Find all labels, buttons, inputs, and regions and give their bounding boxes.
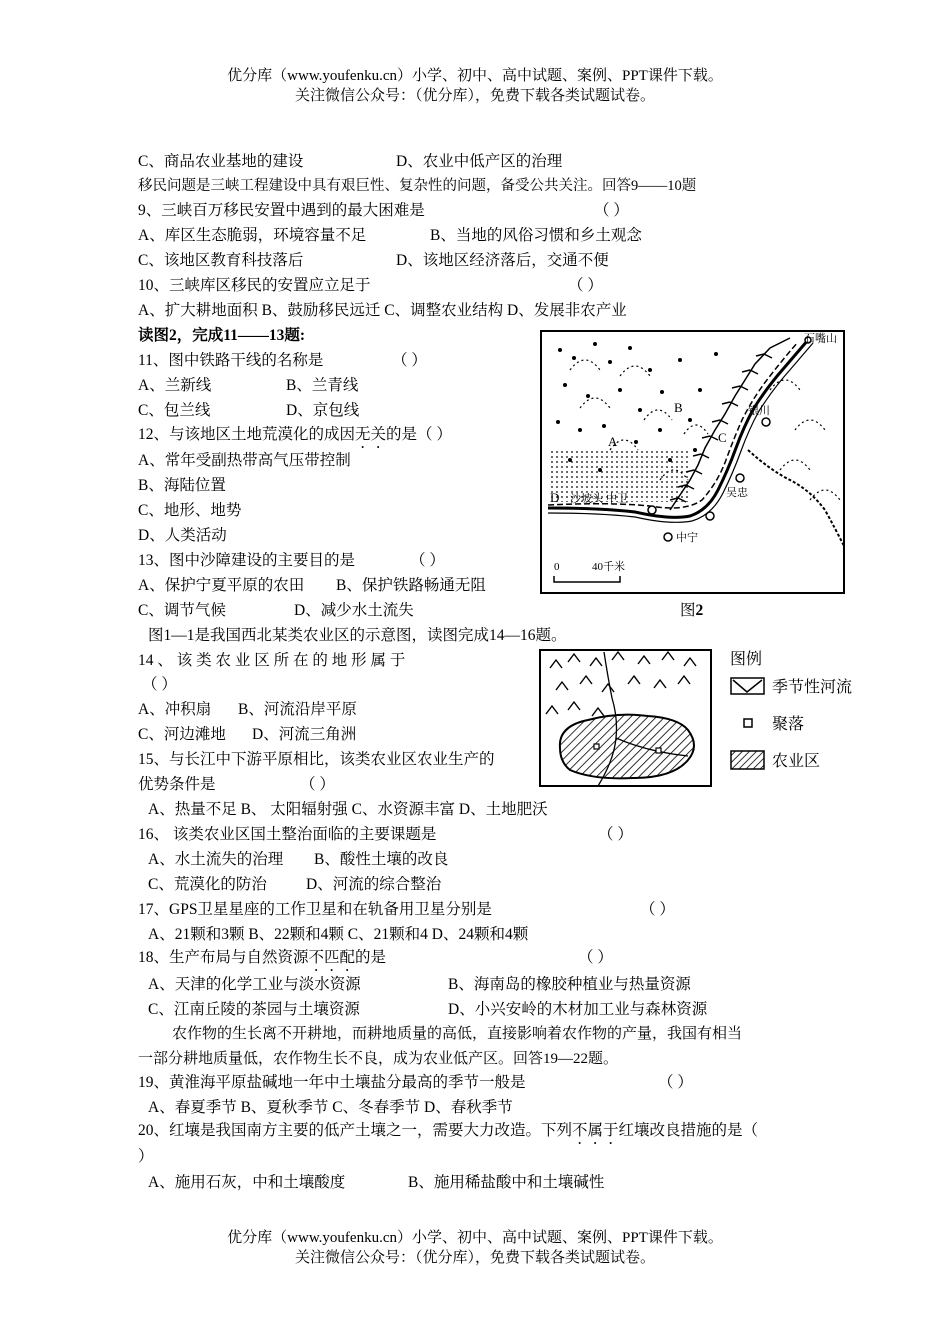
option-13d: D、减少水土流失 — [294, 602, 414, 619]
label-A: A — [608, 434, 618, 449]
page-footer-line1: 优分库（www.youfenku.cn）小学、初中、高中试题、案例、PPT课件下载。 — [227, 1230, 723, 1246]
question-18-paren: （ ） — [578, 949, 613, 966]
figure-2-caption-number: 2 — [695, 602, 704, 619]
figure-2-map — [540, 330, 845, 594]
options-19: A、春夏季节 B、夏秋季节 C、冬春季节 D、春秋季节 — [148, 1099, 513, 1116]
question-15-paren: （ ） — [300, 776, 335, 793]
scale-zero: 0 — [554, 561, 560, 573]
question-15-line2: 优势条件是 — [138, 776, 216, 793]
option-16d: D、河流的综合整治 — [306, 876, 442, 893]
legend-farm-row — [730, 748, 860, 771]
legend-farm-label: 农业区 — [772, 753, 821, 770]
option-12b: B、海陆位置 — [138, 477, 226, 494]
option-14c: C、河边滩地 — [138, 726, 226, 743]
page-footer-line2: 关注微信公众号：（优分库），免费下载各类试题试卷。 — [294, 1250, 655, 1266]
option-11c: C、包兰线 — [138, 402, 211, 419]
option-13a: A、保护宁夏平原的农田 — [138, 577, 305, 594]
question-14: 14 、 该 类 农 业 区 所 在 的 地 形 属 于 — [138, 652, 406, 669]
option-11a: A、兰新线 — [138, 377, 212, 394]
question-19: 19、黄淮海平原盐碱地一年中土壤盐分最高的季节一般是 — [138, 1074, 526, 1091]
question-16-paren: （ ） — [598, 826, 633, 843]
question-12-pre: 12、与该地区土地荒漠化的成因 — [138, 426, 356, 443]
question-18-emphasis: 不匹配 — [308, 949, 356, 966]
question-12 — [138, 424, 452, 452]
farm-area — [560, 715, 694, 779]
intro-14-16: 图1—1是我国西北某类农业区的示意图，读图完成14—16题。 — [148, 627, 567, 644]
intro-19-22-line1: 农作物的生长离不开耕地，而耕地质量的高低，直接影响着农作物的产量，我国有相当 — [172, 1026, 743, 1042]
question-13-paren: （ ） — [410, 552, 445, 569]
legend-river-row — [730, 674, 860, 697]
figure-1-1-map — [538, 648, 713, 788]
option-18c: C、江南丘陵的茶园与土壤资源 — [148, 1001, 360, 1018]
legend-settlement-label: 聚落 — [772, 716, 805, 733]
question-14-paren: （ ） — [142, 676, 177, 693]
question-17-paren: （ ） — [640, 901, 675, 918]
options-15: A、热量不足 B、 太阳辐射强 C、水资源丰富 D、土地肥沃 — [148, 801, 548, 818]
question-11: 11、图中铁路干线的名称是 — [138, 352, 324, 369]
option-11b: B、兰青线 — [286, 377, 359, 394]
question-19-paren: （ ） — [658, 1074, 693, 1091]
question-20-pre: 20、红壤是我国南方主要的低产土壤之一，需要大力改造。下列 — [138, 1122, 573, 1139]
option-13b: B、保护铁路畅通无阻 — [336, 577, 486, 594]
question-15-line1: 15、与长江中下游平原相比，该类农业区农业生产的 — [138, 751, 495, 768]
label-shizuishan: 石嘴山 — [804, 333, 837, 345]
options-17: A、21颗和3颗 B、22颗和4颗 C、21颗和4 D、24颗和4颗 — [148, 926, 529, 943]
page-header-line2: 关注微信公众号：（优分库），免费下载各类试题试卷。 — [294, 88, 655, 104]
option-12c: C、地形、地势 — [138, 502, 242, 519]
question-13: 13、图中沙障建设的主要目的是 — [138, 552, 356, 569]
question-10: 10、三峡库区移民的安置应立足于 — [138, 277, 371, 294]
question-11-paren: （ ） — [392, 352, 427, 369]
option-9b: B、当地的风俗习惯和乡土观念 — [430, 227, 642, 244]
option-8d: D、农业中低产区的治理 — [396, 153, 563, 170]
option-11d: D、京包线 — [286, 402, 360, 419]
option-18b: B、海南岛的橡胶种植业与热量资源 — [448, 976, 691, 993]
option-13c: C、调节气候 — [138, 602, 226, 619]
label-zhongning: 中宁 — [676, 532, 698, 544]
question-18-post: 的是 — [355, 949, 387, 966]
page-header-line1: 优分库（www.youfenku.cn）小学、初中、高中试题、案例、PPT课件下载。 — [227, 68, 723, 84]
label-shapotou: 沙坡头 — [570, 493, 603, 505]
label-zhongwei: 中卫 — [606, 493, 628, 505]
label-yinchuan: 银川 — [748, 405, 770, 417]
intro-9-10: 移民问题是三峡工程建设中具有艰巨性、复杂性的问题，备受公共关注。回答9——10题 — [138, 178, 697, 194]
legend-settlement-row — [730, 711, 860, 734]
option-9a: A、库区生态脆弱，环境容量不足 — [138, 227, 367, 244]
intro-19-22-line2: 一部分耕地质量低，农作物生长不良，成为农业低产区。回答19—22题。 — [138, 1051, 619, 1067]
question-20-line2: ） — [138, 1148, 154, 1165]
question-9-paren: （ ） — [594, 202, 629, 219]
legend-settlement-icon — [730, 713, 766, 733]
option-20b: B、施用稀盐酸中和土壤碱性 — [408, 1174, 605, 1191]
question-18-pre: 18、生产布局与自然资源 — [138, 949, 309, 966]
option-20a: A、施用石灰，中和土壤酸度 — [148, 1174, 346, 1191]
option-12a: A、常年受副热带高气压带控制 — [138, 452, 351, 469]
figure-2-caption — [680, 600, 703, 622]
option-12d: D、人类活动 — [138, 527, 227, 544]
label-wuzhong: 吴忠 — [726, 487, 748, 499]
legend-farm-icon — [730, 749, 766, 771]
option-18d: D、小兴安岭的木材加工业与森林资源 — [448, 1001, 708, 1018]
option-18a: A、天津的化学工业与淡水资源 — [148, 976, 361, 993]
question-9: 9、三峡百万移民安置中遇到的最大困难是 — [138, 202, 425, 219]
option-14a: A、冲积扇 — [138, 701, 212, 718]
option-9d: D、该地区经济落后，交通不便 — [396, 252, 609, 269]
option-14b: B、河流沿岸平原 — [238, 701, 357, 718]
option-8c: C、商品农业基地的建设 — [138, 153, 304, 170]
question-17: 17、GPS卫星星座的工作卫星和在轨备用卫星分别是 — [138, 901, 492, 918]
legend-title: 图例 — [730, 651, 763, 668]
label-D: D — [550, 490, 560, 505]
label-B: B — [674, 400, 683, 415]
question-20 — [138, 1120, 758, 1148]
question-10-paren: （ ） — [568, 277, 603, 294]
option-16b: B、酸性土壤的改良 — [314, 851, 449, 868]
question-12-emphasis: 无关 — [355, 426, 387, 443]
figure-2-caption-text: 图 — [680, 602, 696, 619]
read-figure-2: 读图2，完成11——13题: — [138, 327, 306, 344]
option-16a: A、水土流失的治理 — [148, 851, 284, 868]
question-18 — [138, 947, 386, 975]
question-20-post: 红壤改良措施的是（ — [618, 1122, 759, 1139]
question-20-emphasis: 不属于 — [572, 1122, 619, 1139]
figure-1-1-legend — [730, 650, 860, 771]
option-9c: C、该地区教育科技落后 — [138, 252, 304, 269]
legend-river-label: 季节性河流 — [772, 679, 853, 696]
option-14d: D、河流三角洲 — [252, 726, 357, 743]
question-12-post: 的是（ ） — [386, 426, 452, 443]
option-16c: C、荒漠化的防治 — [148, 876, 267, 893]
scale-label: 40千米 — [592, 561, 625, 573]
legend-river-icon — [730, 676, 766, 696]
options-10: A、扩大耕地面积 B、鼓励移民远迁 C、调整农业结构 D、发展非农产业 — [138, 302, 627, 319]
label-C: C — [718, 430, 727, 445]
question-16: 16、 该类农业区国土整治面临的主要课题是 — [138, 826, 437, 843]
